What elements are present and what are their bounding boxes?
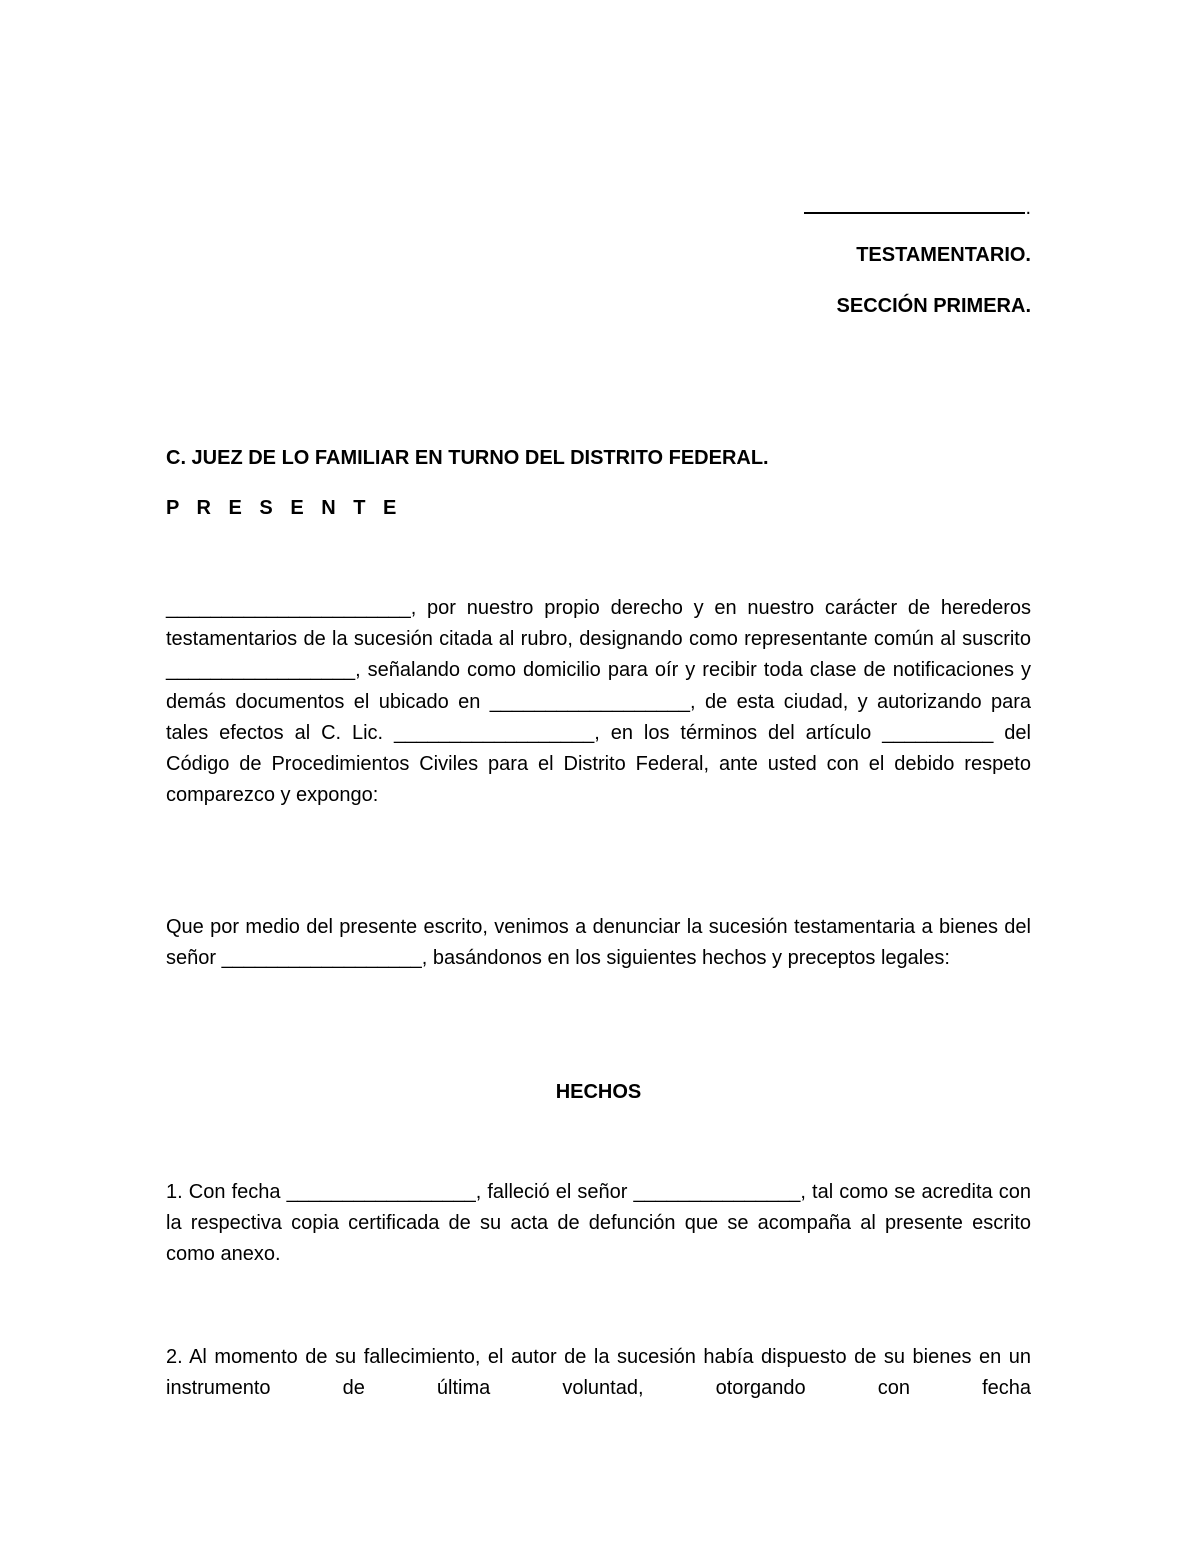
fact-2-paragraph: 2. Al momento de su fallecimiento, el autor de la sucesión había dispuesto de su bienes en un instrumento de última voluntad, otorgando con fecha xyxy=(166,1346,1031,1400)
case-number-blank-line xyxy=(804,196,1031,220)
intro-paragraph: ______________________, por nuestro propio derecho y en nuestro carácter de herederos testamentarios de la sucesión citada al rubro, designando como representante común al suscrito _________________, señalando como domicilio para oír y recibir toda clase de notificaciones y demás documentos el ubicado en __________________, de esta ciudad, y autorizando para tales efectos al C. Lic. __________________, en los términos del artículo __________ del Código de Procedimientos Civiles para el Distrito Federal, ante usted con el debido respeto comparezco y expongo: xyxy=(166,597,1031,807)
addressee-judge: C. JUEZ DE LO FAMILIAR EN TURNO DEL DISTRITO FEDERAL. xyxy=(166,447,769,469)
complaint-paragraph: Que por medio del presente escrito, venimos a denunciar la sucesión testamentaria a bienes del señor __________________, basándonos en los siguientes hechos y preceptos legales: xyxy=(166,916,1031,970)
section-heading: SECCIÓN PRIMERA. xyxy=(836,295,1031,317)
addressee-presente: P R E S E N T E xyxy=(166,497,403,519)
blank-line xyxy=(804,198,1025,214)
facts-section-title: HECHOS xyxy=(555,1081,642,1103)
fact-1-paragraph: 1. Con fecha _________________, falleció el señor _______________, tal como se acredita con la respectiva copia certificada de su acta de defunción que se acompaña al presente escrito como anexo. xyxy=(166,1181,1031,1266)
case-number-suffix: . xyxy=(1025,197,1031,219)
case-type-heading: TESTAMENTARIO. xyxy=(856,244,1031,266)
